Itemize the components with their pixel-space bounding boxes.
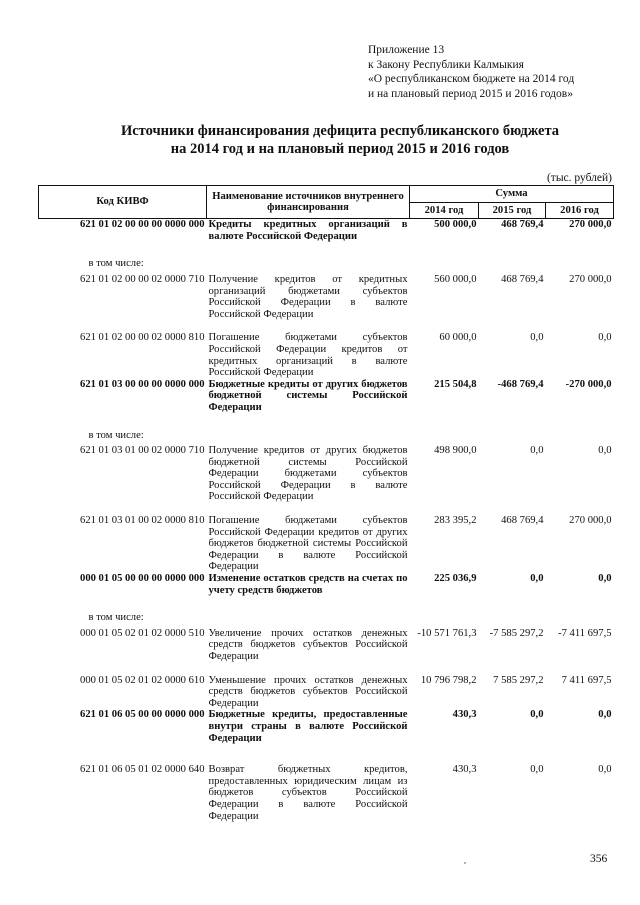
row-value-2016: 0,0 [598, 709, 612, 721]
row-code: 621 01 03 01 00 02 0000 710 [80, 445, 205, 457]
row-code: 621 01 02 00 00 02 0000 710 [80, 273, 205, 285]
header-code: Код КИВФ [39, 186, 207, 219]
row-name: Изменение остатков средств на счетах по учету средств бюджетов [208, 573, 408, 596]
row-value-2015: 0,0 [530, 332, 544, 344]
row-name: Возврат бюджетных кредитов, предоставленных юридическим лицам из бюджетов субъектов Российской Федерации в валюте Российской Федерации [208, 764, 408, 822]
header-name: Наименование источников внутреннего финансирования [207, 186, 410, 219]
table-row [39, 274, 614, 332]
subheading-label: в том числе: [88, 258, 144, 270]
row-name: Кредиты кредитных организаций в валюте Российской Федерации [208, 219, 408, 242]
units-label: (тыс. рублей) [546, 172, 612, 184]
row-code: 621 01 06 05 01 02 0000 640 [80, 764, 205, 776]
financing-table [38, 185, 614, 822]
row-value-2016: 270 000,0 [569, 219, 612, 231]
title-line: Источники финансирования дефицита республиканского бюджета [120, 123, 560, 139]
row-value-2016: 270 000,0 [569, 515, 612, 527]
page-number: 356 [590, 853, 608, 865]
row-name: Увеличение прочих остатков денежных средств бюджетов субъектов Российской Федерации [208, 627, 408, 662]
table-row [39, 709, 614, 764]
row-value-2015: 0,0 [530, 445, 544, 457]
table-row [39, 445, 614, 515]
document-title [60, 122, 620, 158]
row-value-2016: 0,0 [598, 445, 612, 457]
table-row [39, 515, 614, 573]
header-2014: 2014 год [410, 202, 479, 219]
row-value-2014: 430,3 [452, 709, 477, 721]
row-value-2015: 0,0 [530, 709, 544, 721]
row-value-2014: 283 395,2 [434, 515, 477, 527]
row-value-2015: 468 769,4 [501, 219, 544, 231]
row-value-2015: -7 585 297,2 [489, 627, 544, 639]
table-row [39, 379, 614, 426]
row-value-2015: -468 769,4 [497, 378, 544, 390]
header-sum: Сумма [410, 186, 614, 203]
row-name: Погашение бюджетами субъектов Российской Федерации кредитов от других бюджетов бюджетной системы Российской Федерации в валюте Российской Федерации [208, 515, 408, 573]
subheading-row [39, 608, 614, 628]
table-row [39, 332, 614, 378]
row-code: 621 01 03 00 00 00 0000 000 [80, 378, 205, 390]
row-name: Бюджетные кредиты от других бюджетов бюджетной системы Российской Федерации [208, 378, 408, 413]
row-name: Уменьшение прочих остатков денежных средств бюджетов субъектов Российской Федерации [208, 674, 408, 709]
row-value-2014: 215 504,8 [434, 378, 477, 390]
title-line: на 2014 год и на плановый период 2015 и 2016 годов [170, 141, 510, 157]
appendix-line: к Закону Республики Калмыкия [368, 58, 524, 71]
row-code: 621 01 06 05 00 00 0000 000 [80, 709, 205, 721]
row-value-2015: 468 769,4 [501, 515, 544, 527]
row-value-2014: 60 000,0 [439, 332, 477, 344]
table-row [39, 764, 614, 822]
header-2016: 2016 год [546, 202, 614, 219]
row-name: Погашение бюджетами субъектов Российской Федерации кредитов от кредитных организаций в валюте Российской Федерации [208, 332, 408, 379]
row-value-2014: -10 571 761,3 [417, 627, 477, 639]
appendix-line: и на плановый период 2015 и 2016 годов» [368, 87, 573, 100]
row-value-2014: 430,3 [452, 764, 477, 776]
appendix-note [368, 43, 574, 101]
row-name: Получение кредитов от других бюджетов бюджетной системы Российской Федерации бюджетами субъектов Российской Федерации в валюте Российской Федерации [208, 445, 408, 503]
table-row [39, 219, 614, 255]
row-value-2015: 7 585 297,2 [493, 674, 544, 686]
row-value-2016: 7 411 697,5 [561, 674, 612, 686]
subheading-label: в том числе: [88, 429, 144, 441]
appendix-line: Приложение 13 [368, 44, 445, 56]
row-code: 621 01 02 00 00 02 0000 810 [80, 332, 205, 344]
row-value-2016: -270 000,0 [565, 378, 612, 390]
row-value-2016: 0,0 [598, 573, 612, 585]
table-row [39, 628, 614, 675]
row-value-2015: 468 769,4 [501, 273, 544, 285]
subheading-label: в том числе: [88, 612, 144, 624]
row-value-2014: 10 796 798,2 [420, 674, 477, 686]
table-row [39, 573, 614, 608]
row-name: Бюджетные кредиты, предоставленные внутри страны в валюте Российской Федерации [208, 709, 408, 744]
table-row [39, 675, 614, 710]
row-code: 000 01 05 02 01 02 0000 610 [80, 674, 205, 686]
row-value-2016: 270 000,0 [569, 273, 612, 285]
row-code: 000 01 05 00 00 00 0000 000 [80, 573, 205, 585]
row-value-2015: 0,0 [530, 764, 544, 776]
row-value-2016: -7 411 697,5 [558, 627, 612, 639]
row-code: 000 01 05 02 01 02 0000 510 [80, 627, 205, 639]
row-value-2014: 225 036,9 [434, 573, 477, 585]
subheading-row [39, 426, 614, 446]
scan-speck [464, 862, 466, 864]
row-name: Получение кредитов от кредитных организаций бюджетами субъектов Российской Федерации в валюте Российской Федерации [208, 273, 408, 320]
appendix-line: «О республиканском бюджете на 2014 год [368, 73, 575, 85]
row-value-2014: 500 000,0 [434, 219, 477, 231]
subheading-row [39, 254, 614, 274]
row-code: 621 01 03 01 00 02 0000 810 [80, 515, 205, 527]
row-value-2014: 560 000,0 [434, 273, 477, 285]
row-value-2016: 0,0 [598, 764, 612, 776]
row-code: 621 01 02 00 00 00 0000 000 [80, 219, 205, 231]
row-value-2016: 0,0 [598, 332, 612, 344]
row-value-2015: 0,0 [530, 573, 544, 585]
header-2015: 2015 год [479, 202, 546, 219]
row-value-2014: 498 900,0 [434, 445, 477, 457]
